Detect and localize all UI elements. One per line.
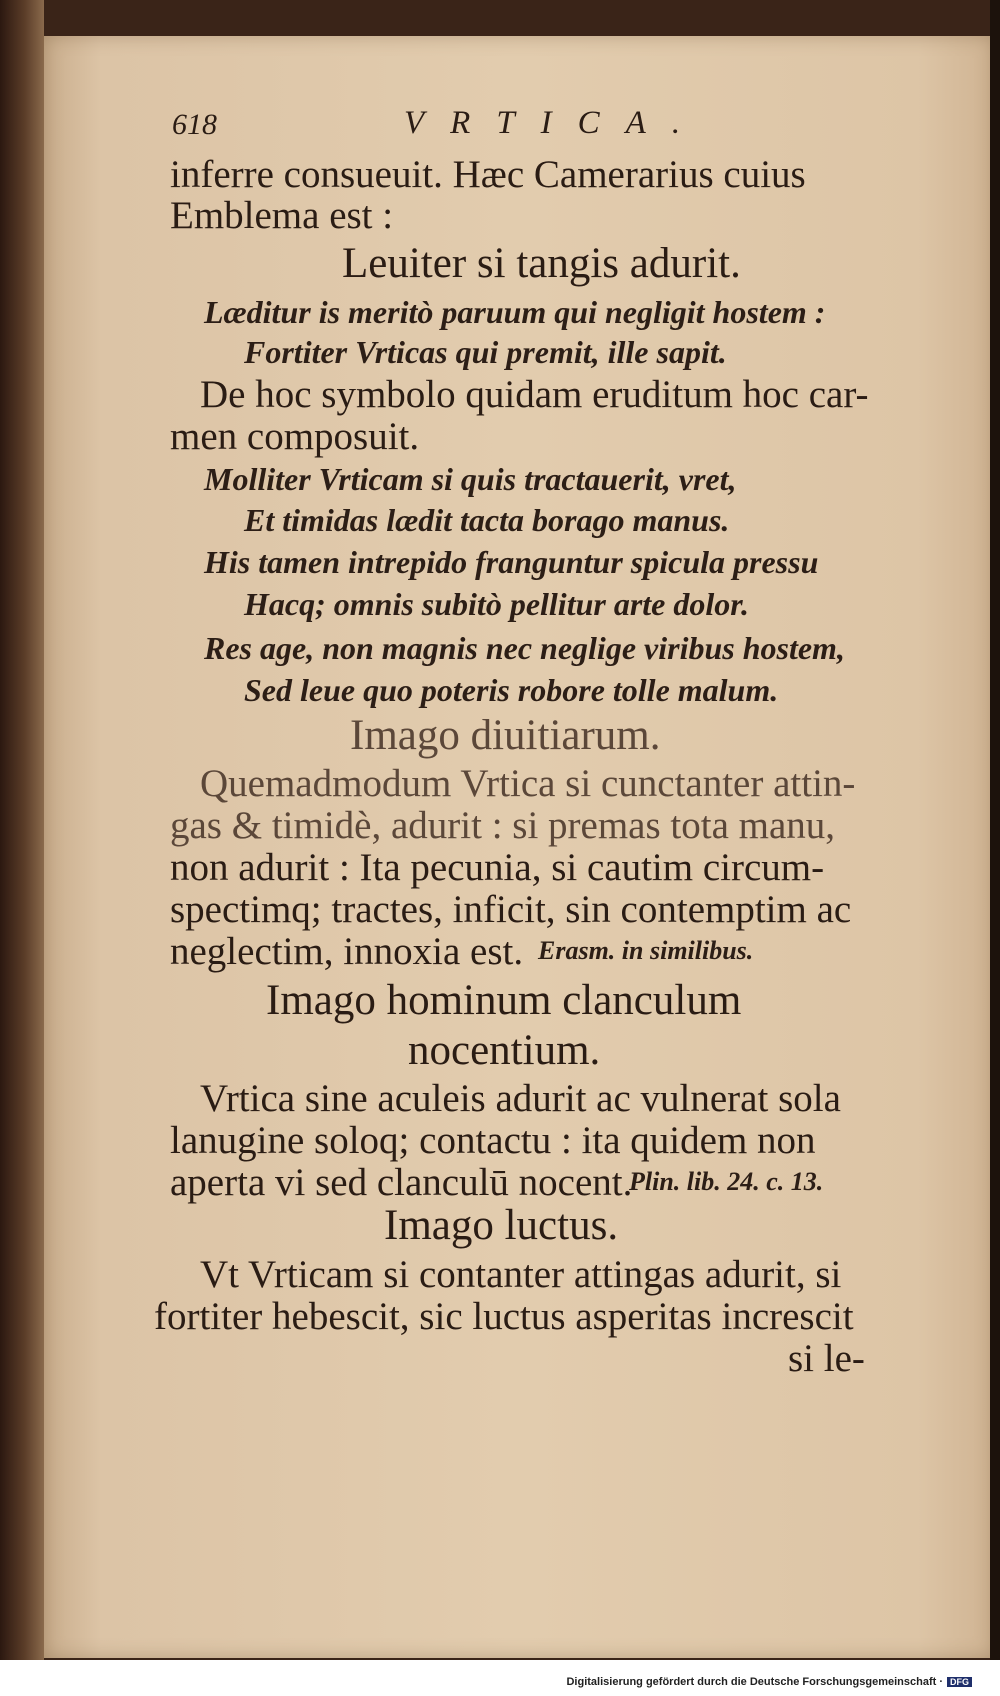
section-heading: Imago diuitiarum.: [350, 712, 661, 759]
emblem-motto: Leuiter si tangis adurit.: [342, 240, 741, 287]
text-line: aperta vi sed clanculū nocent.: [170, 1161, 633, 1204]
verse-line: Sed leue quo poteris robore tolle malum.: [244, 672, 779, 708]
citation: Plin. lib. 24. c. 13.: [629, 1167, 824, 1196]
text-line: gas & timidè, adurit : si premas tota manu,: [170, 804, 836, 847]
verse-line: His tamen intrepido franguntur spicula pressu: [204, 544, 819, 580]
page-edge: [990, 0, 1000, 1660]
catchword: si le-: [788, 1337, 865, 1380]
verse-line: Fortiter Vrticas qui premit, ille sapit.: [244, 334, 727, 370]
dfg-logo: DFG: [947, 1677, 972, 1687]
text-line: lanugine soloq; contactu : ita quidem non: [170, 1119, 816, 1162]
section-heading: Imago hominum clanculum: [266, 977, 742, 1024]
verse-line: Hacq; omnis subitò pellitur arte dolor.: [244, 586, 749, 622]
verse-line: Læditur is meritò paruum qui negligit hostem :: [204, 294, 826, 330]
verse-line: Molliter Vrticam si quis tractauerit, vret,: [204, 461, 737, 497]
credit-text: Digitalisierung gefördert durch die Deutsche Forschungsgemeinschaft ·: [566, 1676, 943, 1688]
verse-line: Et timidas lædit tacta borago manus.: [244, 502, 730, 538]
verse-line: Res age, non magnis nec neglige viribus hostem,: [204, 630, 845, 666]
text-line: non adurit : Ita pecunia, si cautim circum-: [170, 846, 825, 889]
text-line: De hoc symbolo quidam eruditum hoc car-: [200, 373, 869, 416]
text-line: Quemadmodum Vrtica si cunctanter attin-: [200, 762, 856, 805]
running-title: VRTICA.: [404, 105, 707, 141]
page-number: 618: [172, 108, 217, 141]
text-line: fortiter hebescit, sic luctus asperitas increscit: [154, 1295, 854, 1338]
text-line: men composuit.: [170, 415, 420, 458]
text-line: inferre consueuit. Hæc Camerarius cuius: [170, 153, 806, 196]
book-binding: [0, 0, 44, 1660]
citation: Erasm. in similibus.: [538, 936, 754, 965]
text-line: Vt Vrticam si contanter attingas adurit, si: [200, 1253, 842, 1296]
text-line: Vrtica sine aculeis adurit ac vulnerat sola: [200, 1077, 841, 1120]
section-heading: Imago luctus.: [384, 1202, 619, 1249]
text-line: spectimq; tractes, inficit, sin contemptim ac: [170, 888, 852, 931]
section-heading: nocentium.: [408, 1027, 601, 1074]
digitization-credit: [566, 1676, 972, 1688]
text-line: neglectim, innoxia est.: [170, 930, 524, 973]
text-line: Emblema est :: [170, 194, 394, 237]
book-page: [44, 36, 994, 1658]
